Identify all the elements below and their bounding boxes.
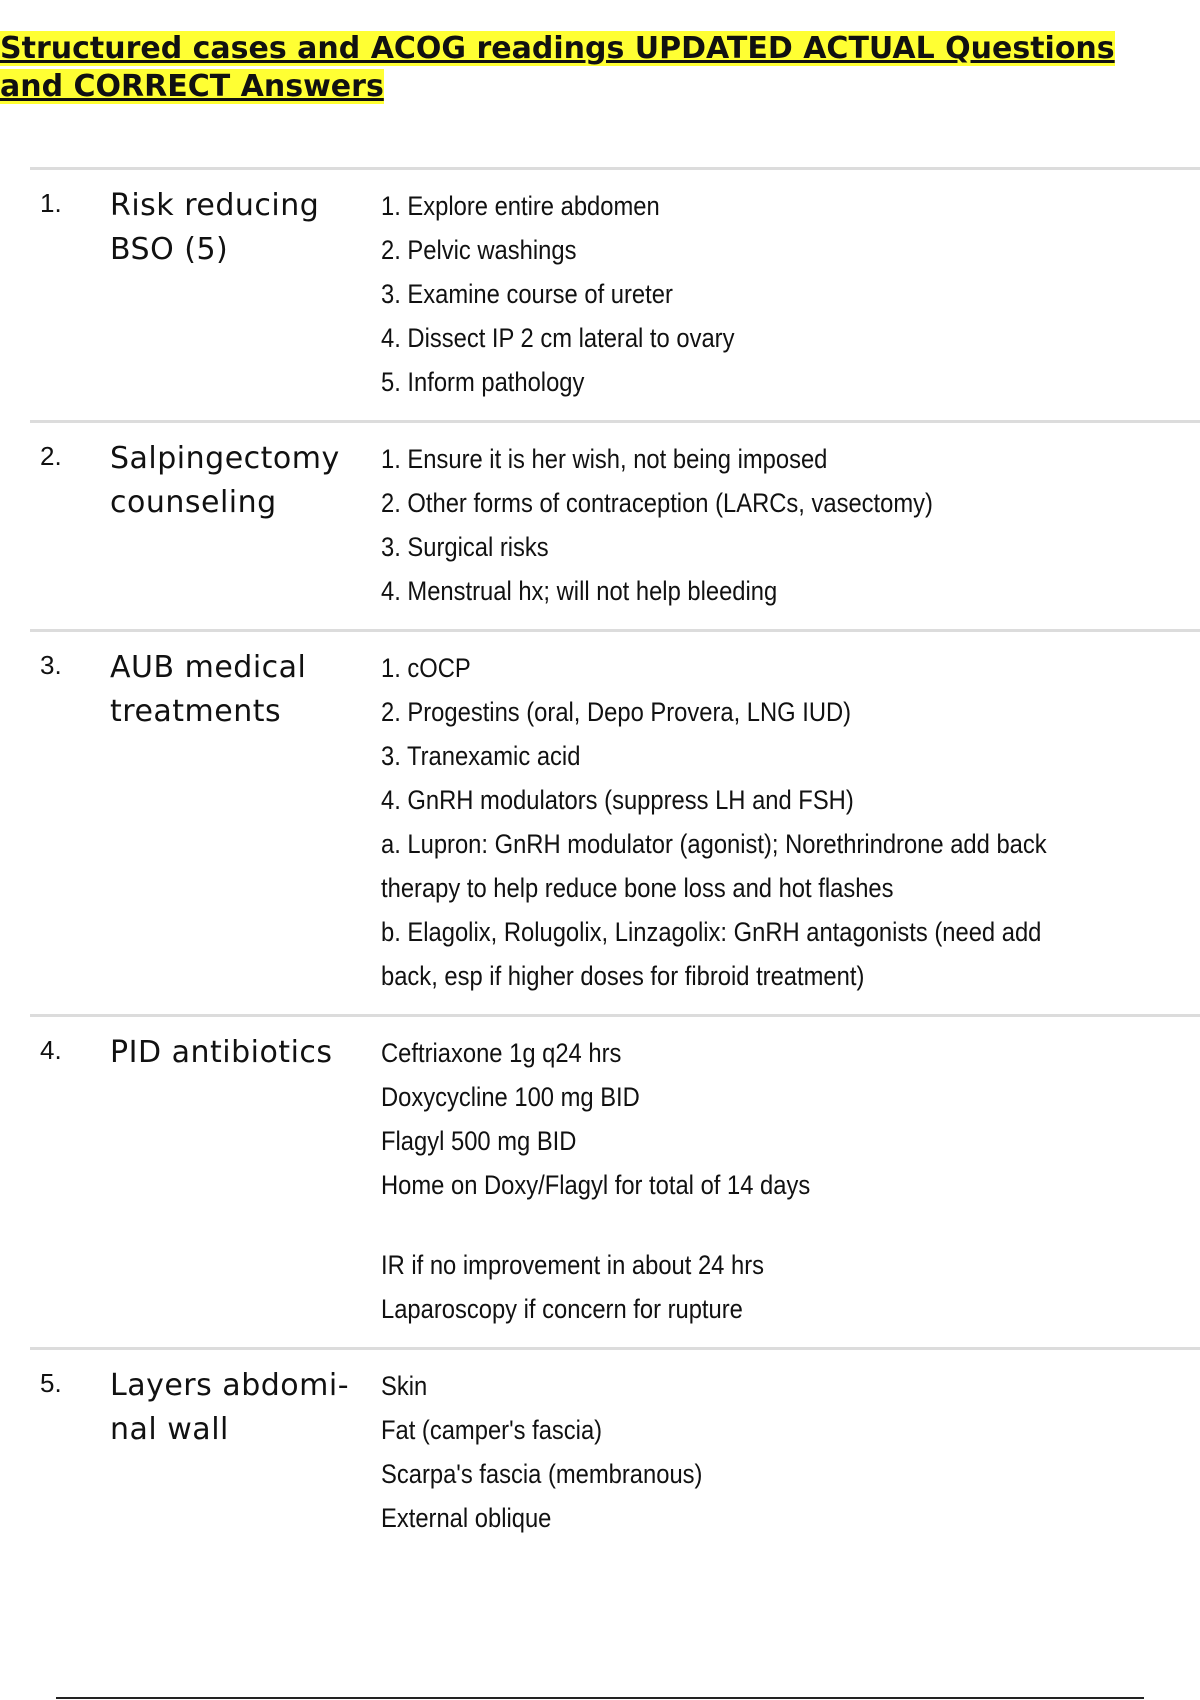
case-number: 4. xyxy=(40,1035,62,1065)
answer-line: Flagyl 500 mg BID xyxy=(381,1126,577,1156)
cases-table xyxy=(30,167,1200,1556)
answer-line: 1. Ensure it is her wish, not being imposed xyxy=(381,444,828,474)
answer-line: Home on Doxy/Flagyl for total of 14 days xyxy=(381,1170,811,1200)
answer-line: 4. GnRH modulators (suppress LH and FSH) xyxy=(381,785,854,815)
answer-line: 3. Tranexamic acid xyxy=(381,741,581,771)
answer-line: 2. Pelvic washings xyxy=(381,235,577,265)
answer-line: Skin xyxy=(381,1371,428,1401)
case-row-5 xyxy=(30,1347,1200,1556)
case-row-2 xyxy=(30,420,1200,629)
answer-line: 2. Progestins (oral, Depo Provera, LNG IUD) xyxy=(381,697,852,727)
answer-line: 2. Other forms of contraception (LARCs, vasectomy) xyxy=(381,488,933,518)
case-answers xyxy=(381,1364,1102,1540)
case-number: 1. xyxy=(40,188,62,218)
answer-line: 4. Menstrual hx; will not help bleeding xyxy=(381,576,778,606)
case-number: 2. xyxy=(40,441,62,471)
case-topic: Risk reducing BSO (5) xyxy=(110,188,320,267)
answer-line: Doxycycline 100 mg BID xyxy=(381,1082,640,1112)
case-number: 5. xyxy=(40,1368,62,1398)
footer-divider xyxy=(56,1697,1144,1699)
case-row-3 xyxy=(30,629,1200,1014)
answer-line: 5. Inform pathology xyxy=(381,367,585,397)
answer-line: Fat (camper's fascia) xyxy=(381,1415,603,1445)
answer-line: Ceftriaxone 1g q24 hrs xyxy=(381,1038,622,1068)
answer-spacer xyxy=(381,1207,1102,1243)
answer-line: 1. cOCP xyxy=(381,653,471,683)
answer-line: IR if no improvement in about 24 hrs xyxy=(381,1250,764,1280)
case-topic: Layers abdomi-nal wall xyxy=(110,1368,350,1447)
answer-line: External oblique xyxy=(381,1503,552,1533)
answer-line: 4. Dissect IP 2 cm lateral to ovary xyxy=(381,323,735,353)
case-answers xyxy=(381,437,1102,613)
case-row-4 xyxy=(30,1014,1200,1347)
document-title-text: Structured cases and ACOG readings UPDATED ACTUAL Questions and CORRECT Answers xyxy=(0,31,1115,104)
case-number: 3. xyxy=(40,650,62,680)
case-topic: PID antibiotics xyxy=(110,1035,333,1070)
case-answers xyxy=(381,184,1102,404)
case-answers xyxy=(381,1031,1102,1331)
case-answers xyxy=(381,646,1102,998)
answer-line: 3. Surgical risks xyxy=(381,532,549,562)
answer-line: a. Lupron: GnRH modulator (agonist); Norethrindrone add back therapy to help reduce bone loss and hot flashes xyxy=(381,829,1047,903)
answer-line: 3. Examine course of ureter xyxy=(381,279,673,309)
case-topic: Salpingectomy counseling xyxy=(110,441,340,520)
case-row-1 xyxy=(30,167,1200,420)
answer-line: b. Elagolix, Rolugolix, Linzagolix: GnRH antagonists (need add back, esp if higher doses for fibroid treatment) xyxy=(381,917,1042,991)
case-topic: AUB medical treatments xyxy=(110,650,307,729)
answer-line: 1. Explore entire abdomen xyxy=(381,191,660,221)
document-title xyxy=(0,30,1180,106)
answer-line: Laparoscopy if concern for rupture xyxy=(381,1294,743,1324)
answer-line: Scarpa's fascia (membranous) xyxy=(381,1459,703,1489)
